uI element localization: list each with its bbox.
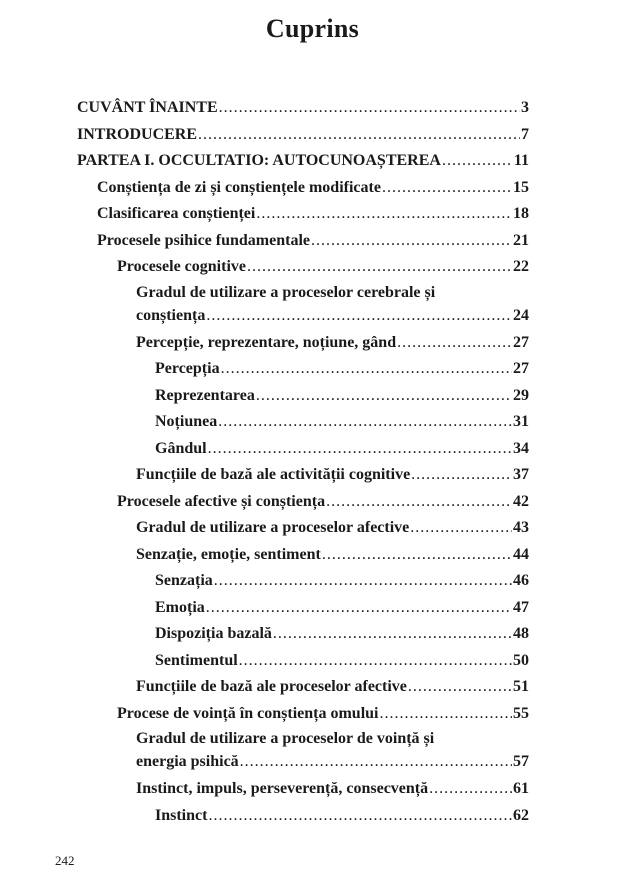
toc-entry[interactable] xyxy=(0,201,625,228)
dot-leader xyxy=(256,201,512,228)
toc-entry-page: 44 xyxy=(513,545,529,563)
toc-entry-label: Noțiunea xyxy=(155,413,218,430)
dot-leader xyxy=(273,621,512,648)
toc-entry-label: conștiența xyxy=(136,306,206,324)
dot-leader xyxy=(240,750,512,773)
toc-entry-page: 48 xyxy=(513,625,529,642)
dot-leader xyxy=(256,383,512,410)
dot-leader xyxy=(326,489,512,516)
toc-entry[interactable] xyxy=(0,254,625,281)
toc-entry[interactable] xyxy=(0,727,625,776)
toc-entry[interactable] xyxy=(0,648,625,675)
toc-entry-label: Procese de voință în conștiența omului xyxy=(117,704,379,722)
toc-entry-page: 47 xyxy=(513,598,529,616)
toc-entry-label: Sentimentul xyxy=(155,651,238,669)
toc-entry-label: Conștiența de zi și conștiențele modificate xyxy=(97,178,381,196)
toc-entry-label: Gândul xyxy=(155,439,207,457)
toc-entry-page: 27 xyxy=(513,360,529,377)
toc-entry-page: 50 xyxy=(513,651,529,669)
toc-entry-label: Dispoziția bazală xyxy=(155,625,272,642)
dot-leader xyxy=(247,254,512,281)
toc-entry-page: 27 xyxy=(513,333,529,351)
toc-entry[interactable] xyxy=(0,462,625,489)
toc-entry-label-line1: Gradul de utilizare a proceselor cerebrale și xyxy=(136,283,436,301)
dot-leader xyxy=(206,304,512,327)
dot-leader xyxy=(411,462,512,489)
toc-entry[interactable] xyxy=(0,621,625,648)
page-title: Cuprins xyxy=(265,14,360,43)
toc-entry-page: 51 xyxy=(513,678,529,695)
toc-entry-page: 18 xyxy=(513,205,529,222)
dot-leader xyxy=(221,356,512,383)
toc-entry-page: 43 xyxy=(513,519,529,536)
dot-leader xyxy=(206,595,512,622)
toc-entry[interactable] xyxy=(0,776,625,803)
toc-entry[interactable] xyxy=(0,542,625,569)
toc-entry-label: Funcțiile de bază ale activității cognitive xyxy=(136,466,411,483)
toc-entry-label: Procesele psihice fundamentale xyxy=(97,231,311,249)
toc-entry-label: Senzația xyxy=(155,572,213,589)
toc-entry[interactable] xyxy=(0,803,625,830)
toc-entry-page: 15 xyxy=(513,178,529,196)
toc-entry-label: Percepție, reprezentare, noțiune, gând xyxy=(136,333,397,351)
toc-entry[interactable] xyxy=(0,95,625,122)
toc-entry[interactable] xyxy=(0,595,625,622)
toc-entry-label: PARTEA I. OCCULTATIO: AUTOCUNOAȘTEREA xyxy=(77,152,441,169)
toc-entry-page: 55 xyxy=(513,704,529,722)
toc-entry-label: Instinct, impuls, perseverență, consecvență xyxy=(136,780,429,797)
dot-leader xyxy=(382,175,512,202)
dot-leader xyxy=(214,568,512,595)
toc-entry-page: 7 xyxy=(521,125,529,143)
dot-leader xyxy=(208,436,512,463)
toc-entry[interactable] xyxy=(0,515,625,542)
dot-leader xyxy=(311,228,512,255)
toc-entry-page: 42 xyxy=(513,492,529,510)
toc-entry-label: INTRODUCERE xyxy=(77,125,198,143)
toc-entry-label: Senzație, emoție, sentiment xyxy=(136,545,321,563)
toc-entry[interactable] xyxy=(0,409,625,436)
dot-leader xyxy=(219,95,520,122)
toc-entry[interactable] xyxy=(0,122,625,149)
dot-leader xyxy=(208,803,512,830)
toc-entry-page: 62 xyxy=(513,806,529,824)
toc-entry[interactable] xyxy=(0,175,625,202)
toc-entry-page: 22 xyxy=(513,258,529,275)
toc-entry-page: 3 xyxy=(521,99,529,116)
toc-entry-page: 24 xyxy=(513,306,529,324)
toc-entry-page: 61 xyxy=(513,780,529,797)
toc-entry[interactable] xyxy=(0,383,625,410)
toc-entry[interactable] xyxy=(0,568,625,595)
toc-entry-page: 11 xyxy=(513,152,529,169)
toc-entry-label: CUVÂNT ÎNAINTE xyxy=(77,99,218,116)
dot-leader xyxy=(239,648,512,675)
dot-leader xyxy=(198,122,520,149)
dot-leader xyxy=(379,701,512,728)
toc-entry-label-line1: Gradul de utilizare a proceselor de voință și xyxy=(136,730,435,747)
toc-entry[interactable] xyxy=(0,356,625,383)
toc-entry[interactable] xyxy=(0,148,625,175)
dot-leader xyxy=(408,674,512,701)
toc-entry[interactable] xyxy=(0,330,625,357)
toc-entry[interactable] xyxy=(0,281,625,330)
dot-leader xyxy=(429,776,512,803)
toc-entry-label: Procesele cognitive xyxy=(117,258,246,275)
toc-entry-label: Instinct xyxy=(155,806,208,824)
toc-entry-page: 46 xyxy=(513,572,529,589)
toc-entry[interactable] xyxy=(0,701,625,728)
toc-entry-label: energia psihică xyxy=(136,753,239,770)
toc-entry-page: 34 xyxy=(513,439,529,457)
toc-entry-label: Clasificarea conștienței xyxy=(97,205,256,222)
toc-entry[interactable] xyxy=(0,489,625,516)
toc-entry-page: 57 xyxy=(513,753,529,770)
toc-entry-page: 31 xyxy=(513,413,529,430)
toc-entry[interactable] xyxy=(0,228,625,255)
dot-leader xyxy=(442,148,513,175)
toc-entry-label: Funcțiile de bază ale proceselor afective xyxy=(136,678,407,695)
toc-entry-label: Gradul de utilizare a proceselor afective xyxy=(136,519,410,536)
dot-leader xyxy=(397,330,512,357)
toc-entry-page: 29 xyxy=(513,386,529,404)
toc-entry[interactable] xyxy=(0,436,625,463)
page-number: 242 xyxy=(55,853,75,868)
toc-entry-label: Reprezentarea xyxy=(155,386,255,404)
toc-entry-page: 37 xyxy=(513,466,529,483)
dot-leader xyxy=(218,409,512,436)
toc-entry-page: 21 xyxy=(513,231,529,249)
table-of-contents xyxy=(0,95,625,829)
toc-entry[interactable] xyxy=(0,674,625,701)
toc-entry-label: Percepția xyxy=(155,360,220,377)
dot-leader xyxy=(410,515,512,542)
dot-leader xyxy=(322,542,512,569)
toc-entry-label: Emoția xyxy=(155,598,205,616)
toc-entry-label: Procesele afective și conștiența xyxy=(117,492,326,510)
